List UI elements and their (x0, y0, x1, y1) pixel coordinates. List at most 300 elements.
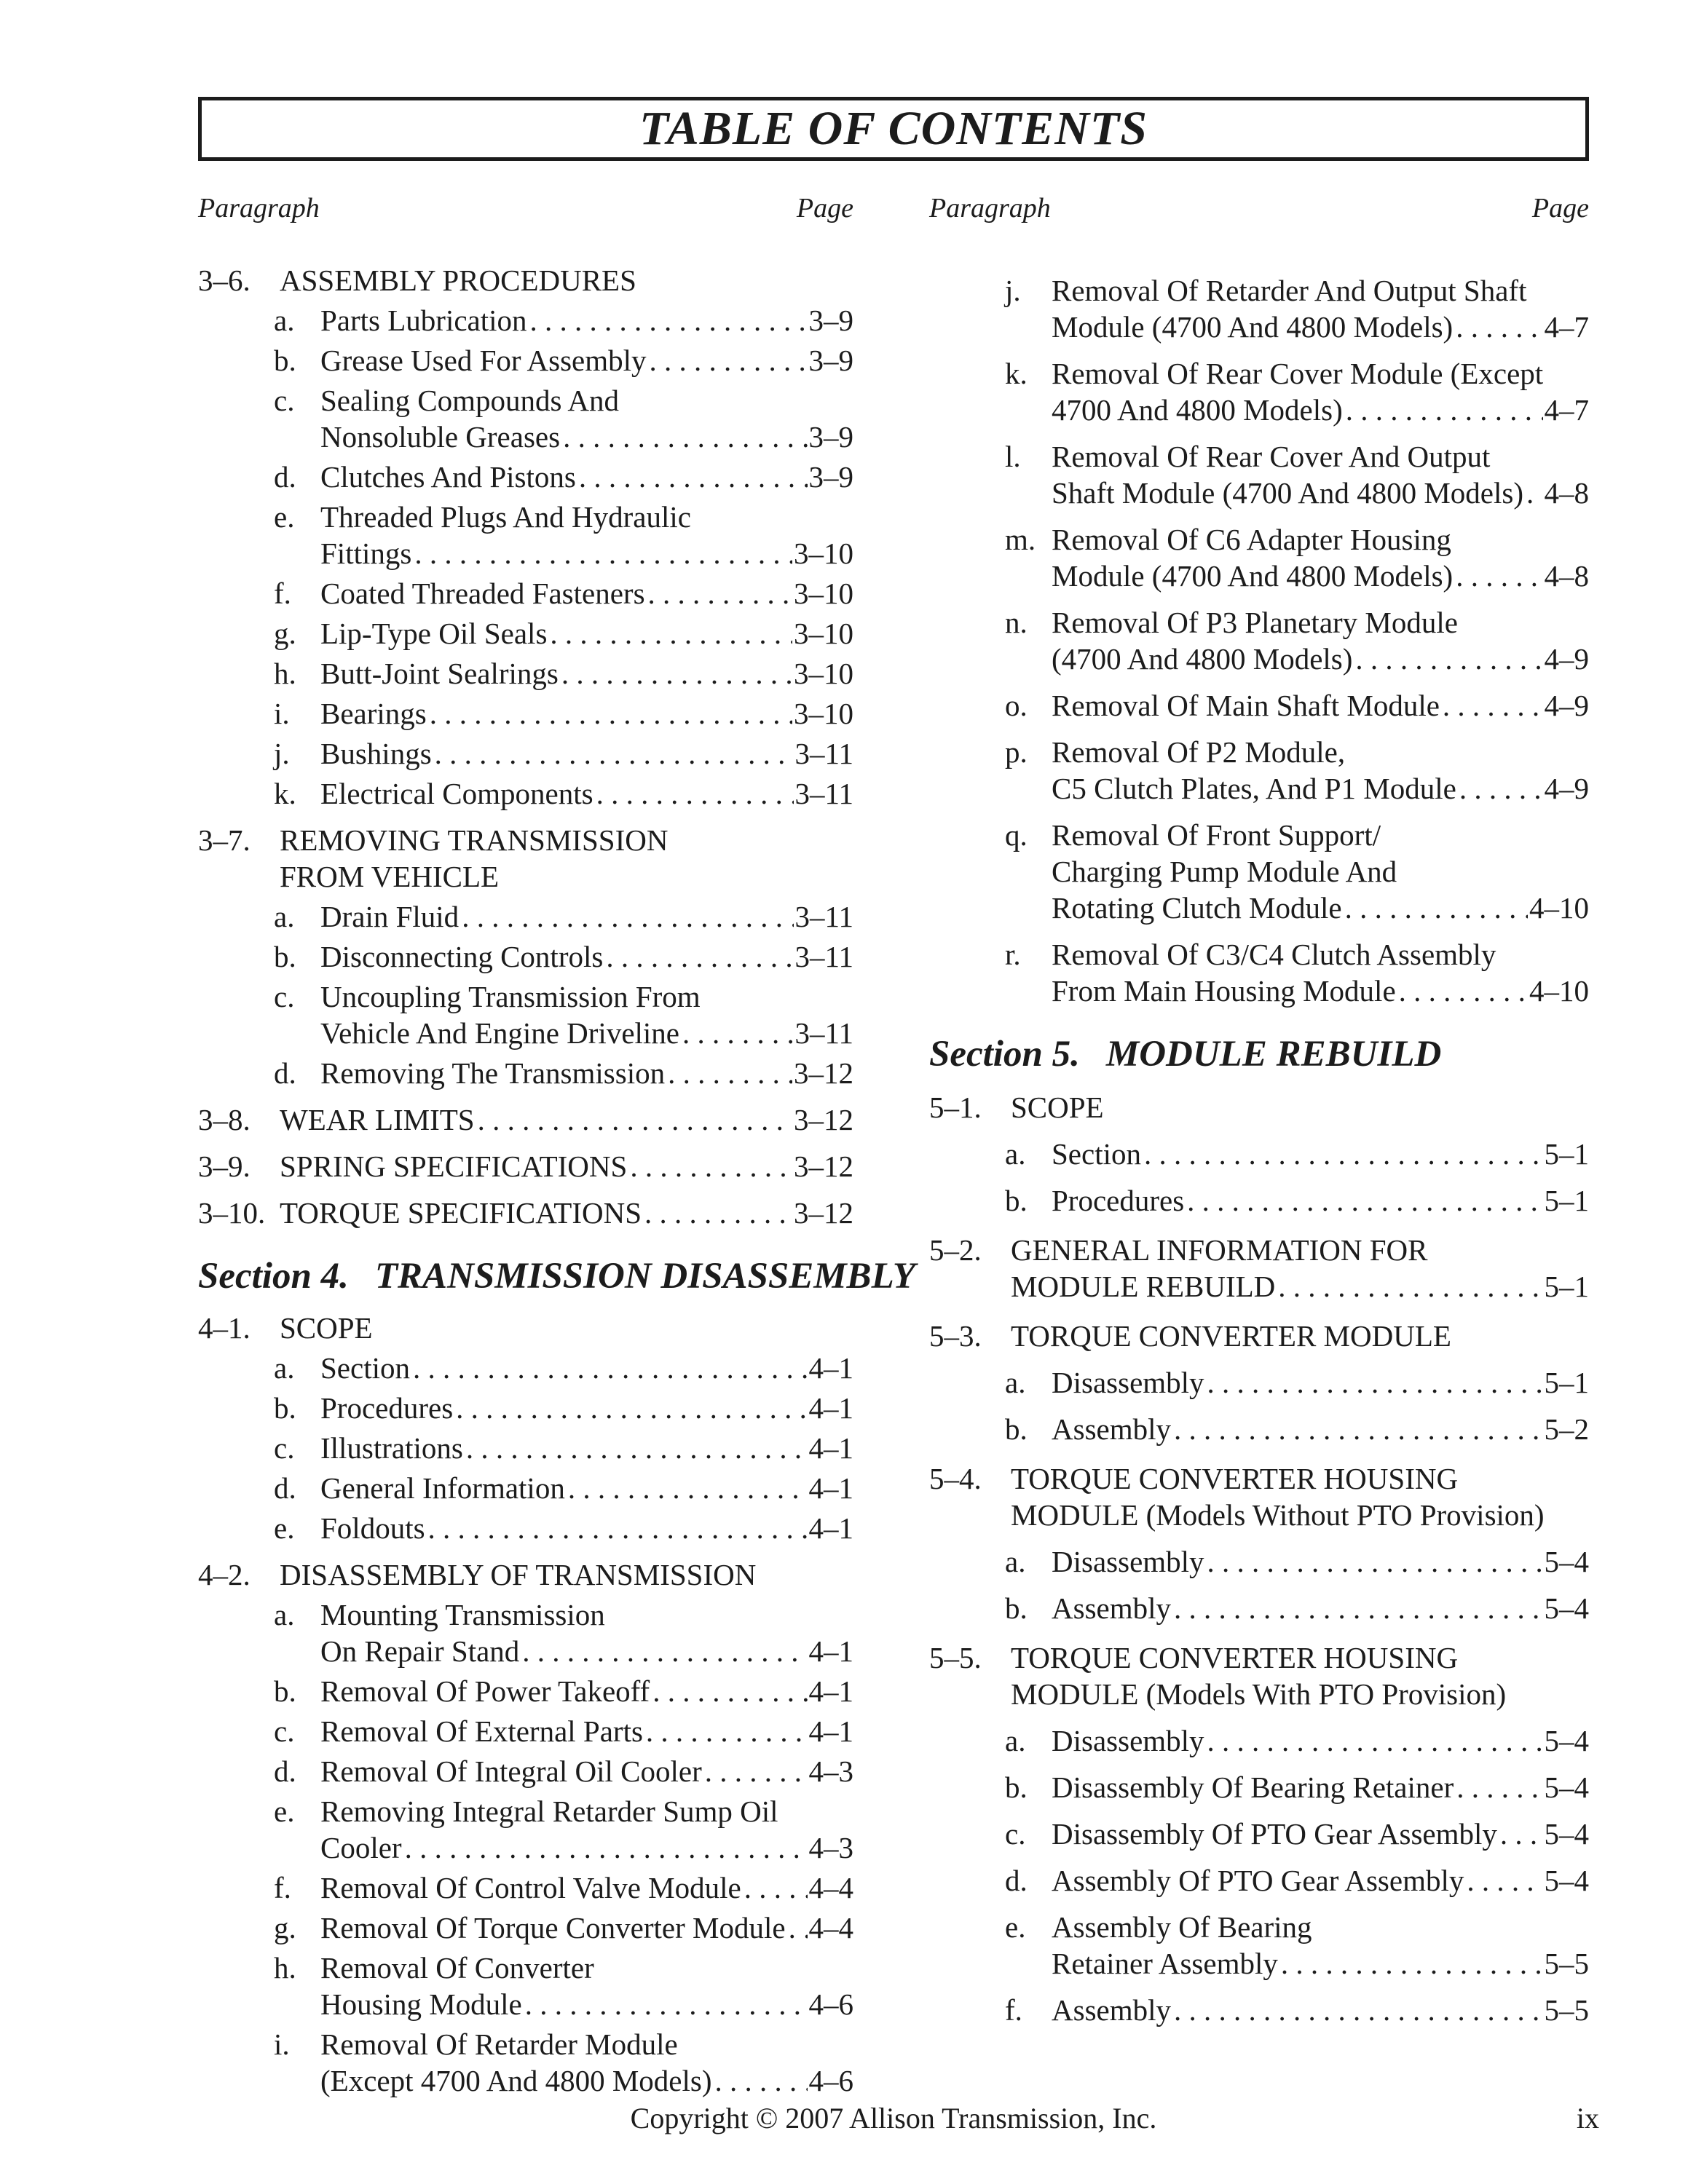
entry-text: Uncoupling Transmission From (320, 980, 701, 1013)
entry-number: g. (274, 1911, 296, 1944)
entry-lines (320, 655, 853, 692)
entry-text: Removal Of Integral Oil Cooler (320, 1754, 702, 1788)
toc-heading (929, 1460, 1589, 1533)
entry-line (280, 262, 853, 298)
entry-lines (320, 898, 853, 935)
entry-text: Removal Of Retarder Module (320, 2027, 678, 2061)
entry-page-number: 5–1 (1544, 1270, 1589, 1303)
entry-line (320, 459, 853, 495)
entry-text: MODULE (Models Without PTO Provision) (1011, 1498, 1545, 1532)
entry-lines (320, 1950, 853, 2022)
entry-line (320, 1713, 853, 1749)
entry-text: WEAR LIMITS (280, 1103, 475, 1136)
dot-leader (579, 459, 808, 495)
entry-text: SCOPE (280, 1311, 373, 1345)
entry-line (320, 1390, 853, 1426)
entry-page-number: 5–1 (1544, 1137, 1589, 1171)
toc-heading (929, 1639, 1589, 1712)
dot-leader (1207, 1543, 1543, 1580)
toc-subentry (198, 1510, 853, 1546)
entry-number: a. (1005, 1366, 1026, 1399)
entry-text: MODULE REBUILD (1105, 1034, 1442, 1075)
toc-subentry (198, 898, 853, 935)
entry-text: GENERAL INFORMATION FOR (1011, 1233, 1428, 1267)
entry-text: Vehicle And Engine Driveline (320, 1016, 680, 1050)
entry-text: Disassembly Of Bearing Retainer (1052, 1770, 1454, 1804)
dot-leader (682, 1015, 794, 1051)
entry-text: Cooler (320, 1831, 402, 1864)
entry-lines (1052, 1909, 1589, 1982)
entry-line (1052, 853, 1589, 890)
entry-line (1106, 1032, 1589, 1076)
entry-number: a. (1005, 1545, 1026, 1578)
toc-subentry (198, 615, 853, 652)
entry-lines (1011, 1318, 1589, 1354)
entry-line (1052, 1364, 1589, 1401)
toc-subentry (198, 1350, 853, 1386)
entry-page-number: 3–11 (794, 737, 853, 770)
dot-leader (646, 1713, 808, 1749)
entry-line (1052, 973, 1589, 1009)
entry-text: Procedures (320, 1391, 454, 1425)
dot-leader (1355, 641, 1542, 677)
entry-lines (320, 1870, 853, 1906)
toc-subentry (929, 1862, 1589, 1899)
entry-lines (1011, 1460, 1589, 1533)
entry-number: o. (1005, 689, 1028, 722)
toc-subentry (929, 817, 1589, 926)
entry-line (1052, 1543, 1589, 1580)
dot-leader (668, 1055, 792, 1091)
dot-leader (435, 735, 794, 772)
toc-subentry (929, 1411, 1589, 1447)
entry-page-number: 5–4 (1544, 1545, 1589, 1578)
entry-line (1052, 1590, 1589, 1626)
entry-page-number: 3–11 (794, 900, 853, 933)
dot-leader (414, 535, 792, 571)
toc-subentry (929, 355, 1589, 428)
entry-line (1052, 1182, 1589, 1219)
dot-leader (1526, 475, 1543, 511)
entry-page-number: 3–10 (794, 697, 853, 730)
entry-line (1052, 817, 1589, 853)
dot-leader (525, 1986, 808, 2022)
entry-lines (280, 262, 853, 298)
entry-number: 3–6. (198, 264, 251, 297)
entry-number: b. (274, 1391, 296, 1425)
entry-page-number: 5–5 (1544, 1947, 1589, 1980)
entry-lines (374, 1254, 915, 1298)
entry-page-number: 4–6 (808, 2064, 853, 2097)
entry-line (320, 342, 853, 379)
dot-leader (413, 1350, 808, 1386)
dot-leader (652, 1673, 807, 1709)
toc-subentry (198, 1793, 853, 1866)
entry-number: e. (1005, 1910, 1026, 1944)
entry-number: b. (1005, 1412, 1028, 1446)
entry-number: c. (274, 1714, 295, 1748)
toc-subentry (198, 655, 853, 692)
toc-subentry (198, 1390, 853, 1426)
toc-subentry (198, 938, 853, 975)
toc-subentry (198, 1950, 853, 2022)
entry-page-number: 4–8 (1544, 559, 1589, 593)
entry-line (320, 302, 853, 339)
entry-lines (1011, 1639, 1589, 1712)
entry-line (374, 1254, 915, 1298)
entry-lines (320, 775, 853, 812)
entry-number: 5–5. (929, 1641, 982, 1674)
entry-line (320, 1633, 853, 1669)
entry-line (320, 1986, 853, 2022)
entry-text: Removing The Transmission (320, 1056, 666, 1090)
entry-number: d. (274, 1754, 296, 1788)
toc-subentry (929, 1543, 1589, 1580)
entry-page-number: 4–4 (808, 1911, 853, 1944)
entry-line (1052, 558, 1589, 594)
entry-text: Retainer Assembly (1052, 1947, 1278, 1980)
entry-page-number: 3–12 (794, 1056, 853, 1090)
entry-text: MODULE (Models With PTO Provision) (1011, 1677, 1507, 1711)
entry-lines (320, 615, 853, 652)
dot-leader (1345, 890, 1528, 926)
toc-subentry (198, 2026, 853, 2099)
entry-lines (320, 1910, 853, 1946)
entry-lines (280, 1101, 853, 1138)
entry-text: Removal Of C3/C4 Clutch Assembly (1052, 938, 1496, 971)
entry-number: 3–9. (198, 1150, 251, 1183)
entry-page-number: 4–6 (808, 1987, 853, 2021)
entry-line (320, 1870, 853, 1906)
toc-subentry (929, 272, 1589, 345)
entry-text: Nonsoluble Greases (320, 420, 561, 454)
entry-number: b. (274, 1674, 296, 1708)
entry-text: REMOVING TRANSMISSION (280, 823, 669, 857)
entry-line (1052, 309, 1589, 345)
entry-page-number: 5–4 (1544, 1770, 1589, 1804)
entry-number: b. (274, 344, 296, 377)
entry-lines (280, 822, 853, 895)
entry-page-number: 5–4 (1544, 1817, 1589, 1851)
entry-text: Assembly (1052, 1591, 1171, 1625)
entry-text: Removal Of Retarder And Output Shaft (1052, 274, 1527, 307)
entry-text: C5 Clutch Plates, And P1 Module (1052, 772, 1456, 805)
toc-subentry (929, 1364, 1589, 1401)
entry-number: 5–1. (929, 1091, 982, 1124)
entry-text: Disassembly (1052, 1366, 1204, 1399)
toc-subentry (198, 695, 853, 732)
toc-heading (198, 1310, 853, 1346)
dot-leader (1456, 558, 1542, 594)
entry-line (280, 1195, 853, 1231)
entry-text: Assembly (1052, 1412, 1171, 1446)
entry-text: (4700 And 4800 Models) (1052, 642, 1353, 676)
entry-number: f. (274, 1871, 291, 1904)
entry-text: Illustrations (320, 1431, 463, 1465)
entry-line (1011, 1460, 1589, 1497)
entry-text: Grease Used For Assembly (320, 344, 647, 377)
entry-lines (1052, 1862, 1589, 1899)
dot-leader (789, 1910, 808, 1946)
entry-line (280, 858, 853, 895)
entry-lines (320, 1055, 853, 1091)
entry-page-number: 5–4 (1544, 1864, 1589, 1897)
entry-line (320, 2062, 853, 2099)
toc-subentry (198, 499, 853, 571)
entry-number: d. (274, 1056, 296, 1090)
entry-line (320, 695, 853, 732)
entry-lines (1052, 521, 1589, 594)
entry-page-number: 4–1 (808, 1351, 853, 1385)
entry-text: MODULE REBUILD (1011, 1270, 1276, 1303)
entry-text: Section (320, 1351, 410, 1385)
entry-number: c. (1005, 1817, 1026, 1851)
dot-leader (1467, 1862, 1542, 1899)
entry-text: TORQUE SPECIFICATIONS (280, 1196, 642, 1230)
entry-line (1052, 1909, 1589, 1945)
entry-number: e. (274, 500, 295, 534)
entry-line (1011, 1232, 1589, 1268)
entry-line (320, 1829, 853, 1866)
entry-text: Removal Of P2 Module, (1052, 735, 1346, 769)
dot-leader (1174, 1992, 1543, 2028)
entry-page-number: 4–8 (1544, 476, 1589, 510)
entry-text: SCOPE (1011, 1091, 1104, 1124)
entry-page-number: 4–1 (808, 1511, 853, 1545)
toc-subentry (929, 1722, 1589, 1759)
entry-page-number: 3–10 (794, 617, 853, 650)
dot-leader (1500, 1816, 1543, 1852)
entry-page-number: 5–4 (1544, 1724, 1589, 1757)
entry-lines (320, 382, 853, 455)
toc-subentry (198, 1597, 853, 1669)
entry-text: Assembly (1052, 1993, 1171, 2027)
entry-number: r. (1005, 938, 1021, 971)
entry-text: Electrical Components (320, 777, 593, 810)
entry-line (280, 1556, 853, 1593)
dot-leader (428, 1510, 808, 1546)
entry-page-number: 5–5 (1544, 1993, 1589, 2027)
entry-number: e. (274, 1795, 295, 1828)
entry-lines (320, 1350, 853, 1386)
entry-text: SPRING SPECIFICATIONS (280, 1150, 628, 1183)
entry-line (320, 1597, 853, 1633)
dot-leader (568, 1470, 808, 1506)
entry-page-number: 4–3 (808, 1831, 853, 1864)
footer (198, 2101, 1599, 2136)
entry-line (280, 822, 853, 858)
entry-line (1052, 890, 1589, 926)
entry-line (1052, 1769, 1589, 1805)
dot-leader (1207, 1364, 1543, 1401)
dot-leader (522, 1633, 807, 1669)
entry-number: c. (274, 384, 295, 417)
dot-leader (550, 615, 792, 652)
toc-heading (198, 1101, 853, 1138)
entry-text: Removal Of Converter (320, 1951, 594, 1985)
entry-lines (320, 1753, 853, 1789)
entry-text: Shaft Module (4700 And 4800 Models) (1052, 476, 1523, 510)
entry-number: l. (1005, 440, 1021, 473)
entry-line (320, 938, 853, 975)
dot-leader (478, 1101, 792, 1138)
dot-leader (1281, 1945, 1543, 1982)
entry-lines (1052, 1543, 1589, 1580)
entry-lines (1052, 1769, 1589, 1805)
dot-leader (705, 1753, 808, 1789)
entry-line (320, 535, 853, 571)
entry-number: d. (274, 1471, 296, 1505)
dot-leader (714, 2062, 807, 2099)
entry-text: Removing Integral Retarder Sump Oil (320, 1795, 778, 1828)
entry-number: 3–10. (198, 1196, 266, 1230)
entry-line (1052, 1136, 1589, 1172)
entry-number: c. (274, 980, 295, 1013)
entry-number: Section 5. (929, 1034, 1080, 1075)
entry-page-number: 3–11 (794, 1016, 853, 1050)
entry-lines (320, 1793, 853, 1866)
toc-subentry (198, 978, 853, 1051)
entry-number: a. (274, 304, 295, 337)
entry-text: Removal Of Torque Converter Module (320, 1911, 786, 1944)
entry-lines (320, 1510, 853, 1546)
entry-lines (320, 1430, 853, 1466)
entry-text: TORQUE CONVERTER HOUSING (1011, 1641, 1459, 1674)
entry-number: f. (1005, 1993, 1022, 2027)
entry-number: e. (274, 1511, 295, 1545)
toc-heading (198, 1195, 853, 1231)
entry-text: Removal Of Front Support/ (1052, 818, 1381, 852)
paragraph-label: Paragraph (929, 193, 1051, 223)
entry-text: 4700 And 4800 Models) (1052, 393, 1343, 427)
entry-text: Removal Of Control Valve Module (320, 1871, 741, 1904)
entry-line (320, 1753, 853, 1789)
entry-number: c. (274, 1431, 295, 1465)
entry-text: Disassembly (1052, 1724, 1204, 1757)
entry-lines (320, 1390, 853, 1426)
entry-text: Module (4700 And 4800 Models) (1052, 559, 1454, 593)
toc-subentry (929, 1182, 1589, 1219)
entry-page-number: 4–1 (808, 1634, 853, 1668)
entry-text: (Except 4700 And 4800 Models) (320, 2064, 712, 2097)
dot-leader (1187, 1182, 1542, 1219)
toc-subentry (198, 342, 853, 379)
dot-leader (561, 655, 792, 692)
folio-page-number: ix (1576, 2102, 1599, 2134)
entry-lines (1011, 1089, 1589, 1125)
dot-leader (644, 1195, 792, 1231)
entry-page-number: 3–9 (808, 344, 853, 377)
entry-line (320, 1673, 853, 1709)
entry-text: Charging Pump Module And (1052, 855, 1397, 888)
entry-text: TORQUE CONVERTER HOUSING (1011, 1462, 1459, 1495)
entry-number: a. (1005, 1724, 1026, 1757)
entry-text: Procedures (1052, 1184, 1185, 1217)
toc-subentry (198, 459, 853, 495)
entry-line (320, 1430, 853, 1466)
entry-page-number: 3–9 (808, 460, 853, 494)
entry-page-number: 3–11 (794, 940, 853, 973)
entry-text: TORQUE CONVERTER MODULE (1011, 1319, 1451, 1353)
toc-heading (198, 262, 853, 298)
toc-subentry (198, 1870, 853, 1906)
entry-number: i. (274, 2027, 290, 2061)
entry-page-number: 5–4 (1544, 1591, 1589, 1625)
entry-lines (1052, 936, 1589, 1009)
toc-subentry (929, 1992, 1589, 2028)
toc-subentry (198, 1673, 853, 1709)
entry-line (1052, 392, 1589, 428)
entry-line (1011, 1497, 1589, 1533)
entry-page-number: 3–9 (808, 420, 853, 454)
entry-text: General Information (320, 1471, 565, 1505)
entry-text: Drain Fluid (320, 900, 460, 933)
entry-line (320, 2026, 853, 2062)
entry-text: Butt-Joint Sealrings (320, 657, 559, 690)
dot-leader (405, 1829, 808, 1866)
entry-line (320, 1015, 853, 1051)
entry-number: j. (274, 737, 290, 770)
entry-text: Removal Of Rear Cover Module (Except (1052, 357, 1544, 390)
entry-lines (320, 938, 853, 975)
dot-leader (630, 1148, 792, 1184)
entry-lines (1052, 817, 1589, 926)
column-header-right (929, 192, 1589, 224)
entry-text: Removal Of C6 Adapter Housing (1052, 523, 1451, 556)
entry-lines (320, 1470, 853, 1506)
dot-leader (430, 695, 792, 732)
entry-page-number: 4–9 (1544, 642, 1589, 676)
entry-text: Removal Of Power Takeoff (320, 1674, 650, 1708)
dot-leader (530, 302, 808, 339)
entry-lines (320, 1673, 853, 1709)
entry-number: f. (274, 577, 291, 610)
entry-text: Threaded Plugs And Hydraulic (320, 500, 691, 534)
entry-text: Mounting Transmission (320, 1598, 605, 1631)
entry-line (1052, 438, 1589, 475)
entry-text: Parts Lubrication (320, 304, 527, 337)
toc-subentry (198, 1713, 853, 1749)
entry-page-number: 4–4 (808, 1871, 853, 1904)
entry-lines (320, 342, 853, 379)
dot-leader (1174, 1590, 1543, 1626)
toc-subentry (929, 1816, 1589, 1852)
entry-lines (320, 695, 853, 732)
entry-line (1052, 770, 1589, 807)
entry-line (320, 382, 853, 419)
entry-line (1052, 1411, 1589, 1447)
entry-number: g. (274, 617, 296, 650)
entry-line (320, 419, 853, 455)
entry-page-number: 3–12 (794, 1196, 853, 1230)
toc-subentry (929, 687, 1589, 724)
entry-text: Clutches And Pistons (320, 460, 576, 494)
entry-text: Disassembly (1052, 1545, 1204, 1578)
entry-number: h. (274, 657, 296, 690)
entry-text: Disconnecting Controls (320, 940, 604, 973)
entry-page-number: 4–1 (808, 1471, 853, 1505)
toc-subentry (198, 1753, 853, 1789)
entry-line (1052, 1945, 1589, 1982)
entry-number: m. (1005, 523, 1036, 556)
entry-lines (1106, 1032, 1589, 1076)
entry-line (320, 499, 853, 535)
toc-subentry (198, 382, 853, 455)
toc-subentry (929, 521, 1589, 594)
entry-text: Housing Module (320, 1987, 522, 2021)
entry-lines (1052, 1722, 1589, 1759)
entry-number: 3–7. (198, 823, 251, 857)
